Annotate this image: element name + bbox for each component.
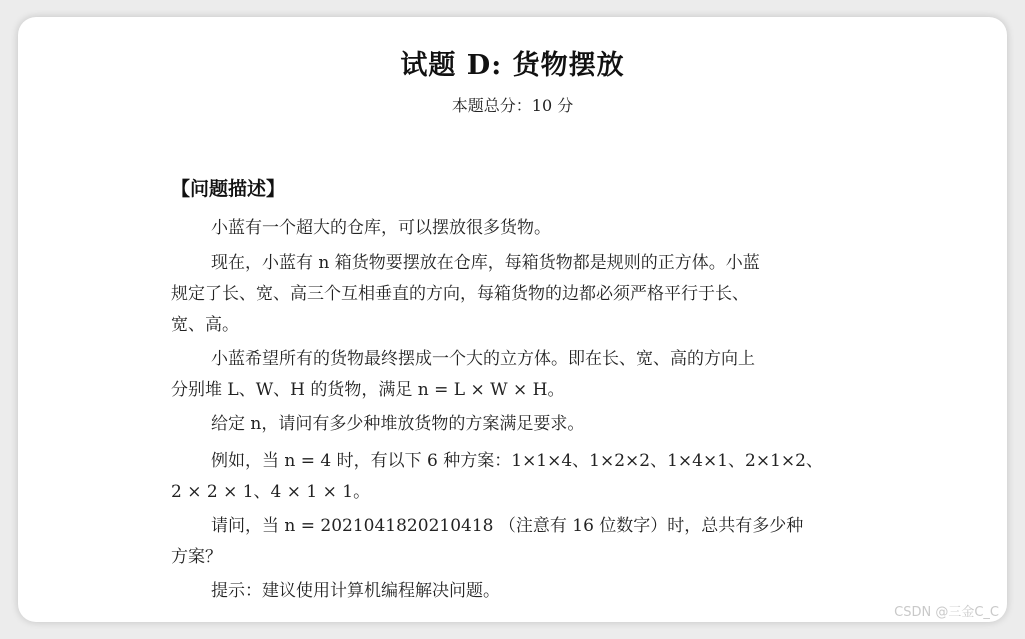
paragraph-line-2: 现在，小蓝有 n 箱货物要摆放在仓库，每箱货物都是规则的正方体。小蓝 [211, 253, 760, 273]
paragraph-line-6: 分别堆 L、W、H 的货物，满足 n = L × W × H。 [171, 380, 565, 400]
paragraph-line-10: 请问，当 n = 2021041820210418 （注意有 16 位数字）时，总共有多少种 [211, 516, 804, 536]
problem-score: 本题总分：10 分 [451, 96, 574, 115]
paragraph-line-4: 宽、高。 [171, 315, 239, 335]
paragraph-line-11: 方案？ [171, 547, 222, 567]
watermark: CSDN @三金C_C [894, 605, 999, 620]
paragraph-line-9: 2 × 2 × 1、4 × 1 × 1。 [171, 482, 371, 502]
problem-title: 试题 D: 货物摆放 [400, 50, 625, 81]
paragraph-line-12: 提示：建议使用计算机编程解决问题。 [211, 581, 500, 601]
paragraph-line-3: 规定了长、宽、高三个互相垂直的方向，每箱货物的边都必须严格平行于长、 [171, 284, 749, 304]
paragraph-line-5: 小蓝希望所有的货物最终摆成一个大的立方体。即在长、宽、高的方向上 [211, 349, 755, 369]
section-heading: 【问题描述】 [171, 178, 286, 200]
paragraph-line-7: 给定 n，请问有多少种堆放货物的方案满足要求。 [211, 414, 585, 434]
paragraph-line-8: 例如，当 n = 4 时，有以下 6 种方案：1×1×4、1×2×2、1×4×1、2×1×2、 [211, 451, 823, 471]
document-page [18, 17, 1007, 622]
paragraph-line-1: 小蓝有一个超大的仓库，可以摆放很多货物。 [211, 218, 551, 238]
